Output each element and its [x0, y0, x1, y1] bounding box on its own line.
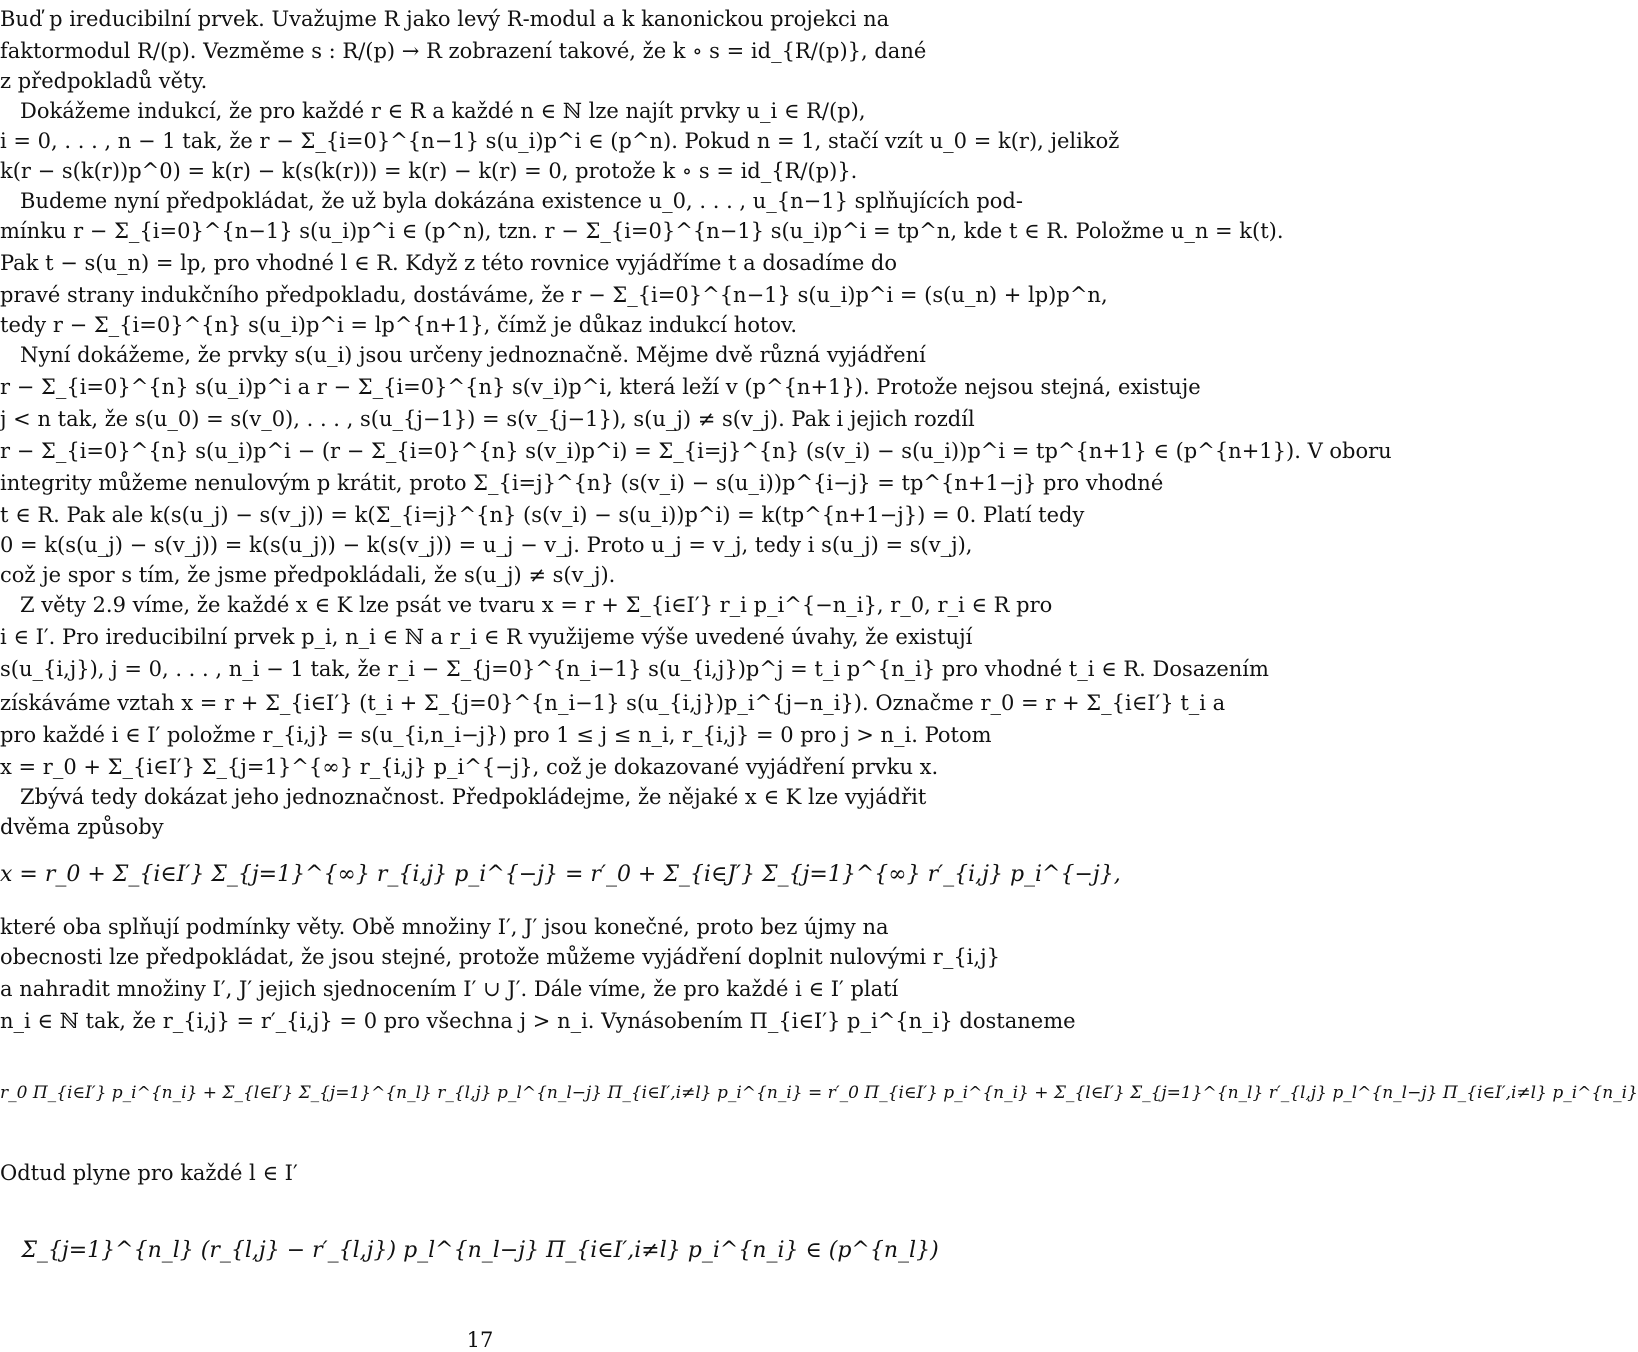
text-line: Buď p ireducibilní prvek. Uvažujme R jako levý R-modul a k kanonickou projekci na: [0, 7, 890, 31]
display-equation: x = r_0 + Σ_{i∈I′} Σ_{j=1}^{∞} r_{i,j} p_i^{−j} = r′_0 + Σ_{i∈J′} Σ_{j=1}^{∞} r′_{i,j} p_i^{−j},: [0, 862, 1121, 887]
text-line: r − Σ_{i=0}^{n} s(u_i)p^i a r − Σ_{i=0}^{n} s(v_i)p^i, která leží v (p^{n+1}). Protože nejsou stejná, existuje: [0, 375, 1201, 399]
display-equation: r_0 Π_{i∈I′} p_i^{n_i} + Σ_{l∈I′} Σ_{j=1}^{n_l} r_{l,j} p_l^{n_l−j} Π_{i∈I′,i≠l} p_i^{n_i} = r′_0 Π_{i∈I′} p_i^{n_i} + Σ_{l∈I′} Σ_{j=1}^{n_l} r′_{l,j} p_l^{n_l−j} Π_{i∈I′,i≠l} p_i^{n_i}: [0, 1083, 1638, 1103]
text-line: n_i ∈ ℕ tak, že r_{i,j} = r′_{i,j} = 0 pro všechna j > n_i. Vynásobením Π_{i∈I′} p_i^{n_i} dostaneme: [0, 1009, 1076, 1033]
text-line: pravé strany indukčního předpokladu, dostáváme, že r − Σ_{i=0}^{n−1} s(u_i)p^i = (s(u_n) + lp)p^n,: [0, 283, 1108, 307]
text-line: integrity můžeme nenulovým p krátit, proto Σ_{i=j}^{n} (s(v_i) − s(u_i))p^{i−j} = tp^{n+1−j} pro vhodné: [0, 471, 1164, 495]
page-number: 17: [466, 1328, 494, 1352]
text-line: t ∈ R. Pak ale k(s(u_j) − s(v_j)) = k(Σ_{i=j}^{n} (s(v_i) − s(u_i))p^i) = k(tp^{n+1−j}) = 0. Platí tedy: [0, 503, 1085, 527]
text-line: a nahradit množiny I′, J′ jejich sjednocením I′ ∪ J′. Dále víme, že pro každé i ∈ I′ platí: [0, 977, 899, 1001]
display-equation: Σ_{j=1}^{n_l} (r_{l,j} − r′_{l,j}) p_l^{n_l−j} Π_{i∈I′,i≠l} p_i^{n_i} ∈ (p^{n_l}): [21, 1238, 939, 1263]
text-line: mínku r − Σ_{i=0}^{n−1} s(u_i)p^i ∈ (p^n), tzn. r − Σ_{i=0}^{n−1} s(u_i)p^i = tp^n, kde t ∈ R. Položme u_n = k(t).: [0, 219, 1284, 243]
text-line: k(r − s(k(r))p^0) = k(r) − k(s(k(r))) = k(r) − k(r) = 0, protože k ∘ s = id_{R/(p)}.: [0, 159, 858, 183]
text-line: r − Σ_{i=0}^{n} s(u_i)p^i − (r − Σ_{i=0}^{n} s(v_i)p^i) = Σ_{i=j}^{n} (s(v_i) − s(u_i))p^i = tp^{n+1} ∈ (p^{n+1}). V oboru: [0, 439, 1392, 463]
text-line: což je spor s tím, že jsme předpokládali, že s(u_j) ≠ s(v_j).: [0, 563, 616, 587]
text-line: faktormodul R/(p). Vezměme s : R/(p) → R zobrazení takové, že k ∘ s = id_{R/(p)}, dané: [0, 39, 927, 63]
text-line: obecnosti lze předpokládat, že jsou stejné, protože můžeme vyjádření doplnit nulovými r_{i,j}: [0, 945, 1000, 969]
text-line: Z věty 2.9 víme, že každé x ∈ K lze psát ve tvaru x = r + Σ_{i∈I′} r_i p_i^{−n_i}, r_0, r_i ∈ R pro: [0, 593, 1053, 617]
text-line: Pak t − s(u_n) = lp, pro vhodné l ∈ R. Když z této rovnice vyjádříme t a dosadíme do: [0, 251, 898, 275]
text-line: dvěma způsoby: [0, 815, 164, 839]
text-line: Budeme nyní předpokládat, že už byla dokázána existence u_0, . . . , u_{n−1} splňujících pod-: [0, 189, 1023, 213]
text-line: Nyní dokážeme, že prvky s(u_i) jsou určeny jednoznačně. Mějme dvě různá vyjádření: [0, 343, 926, 367]
text-line: které oba splňují podmínky věty. Obě množiny I′, J′ jsou konečné, proto bez újmy na: [0, 915, 889, 939]
text-line: Odtud plyne pro každé l ∈ I′: [0, 1161, 298, 1185]
text-line: x = r_0 + Σ_{i∈I′} Σ_{j=1}^{∞} r_{i,j} p_i^{−j}, což je dokazované vyjádření prvku x.: [0, 755, 939, 779]
text-line: j < n tak, že s(u_0) = s(v_0), . . . , s(u_{j−1}) = s(v_{j−1}), s(u_j) ≠ s(v_j). Pak i jejich rozdíl: [0, 407, 975, 431]
text-line: 0 = k(s(u_j) − s(v_j)) = k(s(u_j)) − k(s(v_j)) = u_j − v_j. Proto u_j = v_j, tedy i s(u_j) = s(v_j),: [0, 533, 973, 557]
text-line: z předpokladů věty.: [0, 69, 208, 93]
text-line: Dokážeme indukcí, že pro každé r ∈ R a každé n ∈ ℕ lze najít prvky u_i ∈ R/(p),: [0, 99, 866, 123]
text-line: i = 0, . . . , n − 1 tak, že r − Σ_{i=0}^{n−1} s(u_i)p^i ∈ (p^n). Pokud n = 1, stačí vzít u_0 = k(r), jelikož: [0, 129, 1120, 153]
text-line: i ∈ I′. Pro ireducibilní prvek p_i, n_i ∈ ℕ a r_i ∈ R využijeme výše uvedené úvahy, že existují: [0, 625, 973, 649]
text-line: pro každé i ∈ I′ položme r_{i,j} = s(u_{i,n_i−j}) pro 1 ≤ j ≤ n_i, r_{i,j} = 0 pro j > n_i. Potom: [0, 723, 992, 747]
text-line: tedy r − Σ_{i=0}^{n} s(u_i)p^i = lp^{n+1}, čímž je důkaz indukcí hotov.: [0, 313, 798, 337]
text-line: získáváme vztah x = r + Σ_{i∈I′} (t_i + Σ_{j=0}^{n_i−1} s(u_{i,j})p_i^{j−n_i}). Označme r_0 = r + Σ_{i∈I′} t_i a: [0, 691, 1226, 715]
text-line: s(u_{i,j}), j = 0, . . . , n_i − 1 tak, že r_i − Σ_{j=0}^{n_i−1} s(u_{i,j})p^j = t_i p^{n_i} pro vhodné t_i ∈ R. Dosazením: [0, 657, 1269, 681]
text-line: Zbývá tedy dokázat jeho jednoznačnost. Předpokládejme, že nějaké x ∈ K lze vyjádřit: [0, 785, 927, 809]
